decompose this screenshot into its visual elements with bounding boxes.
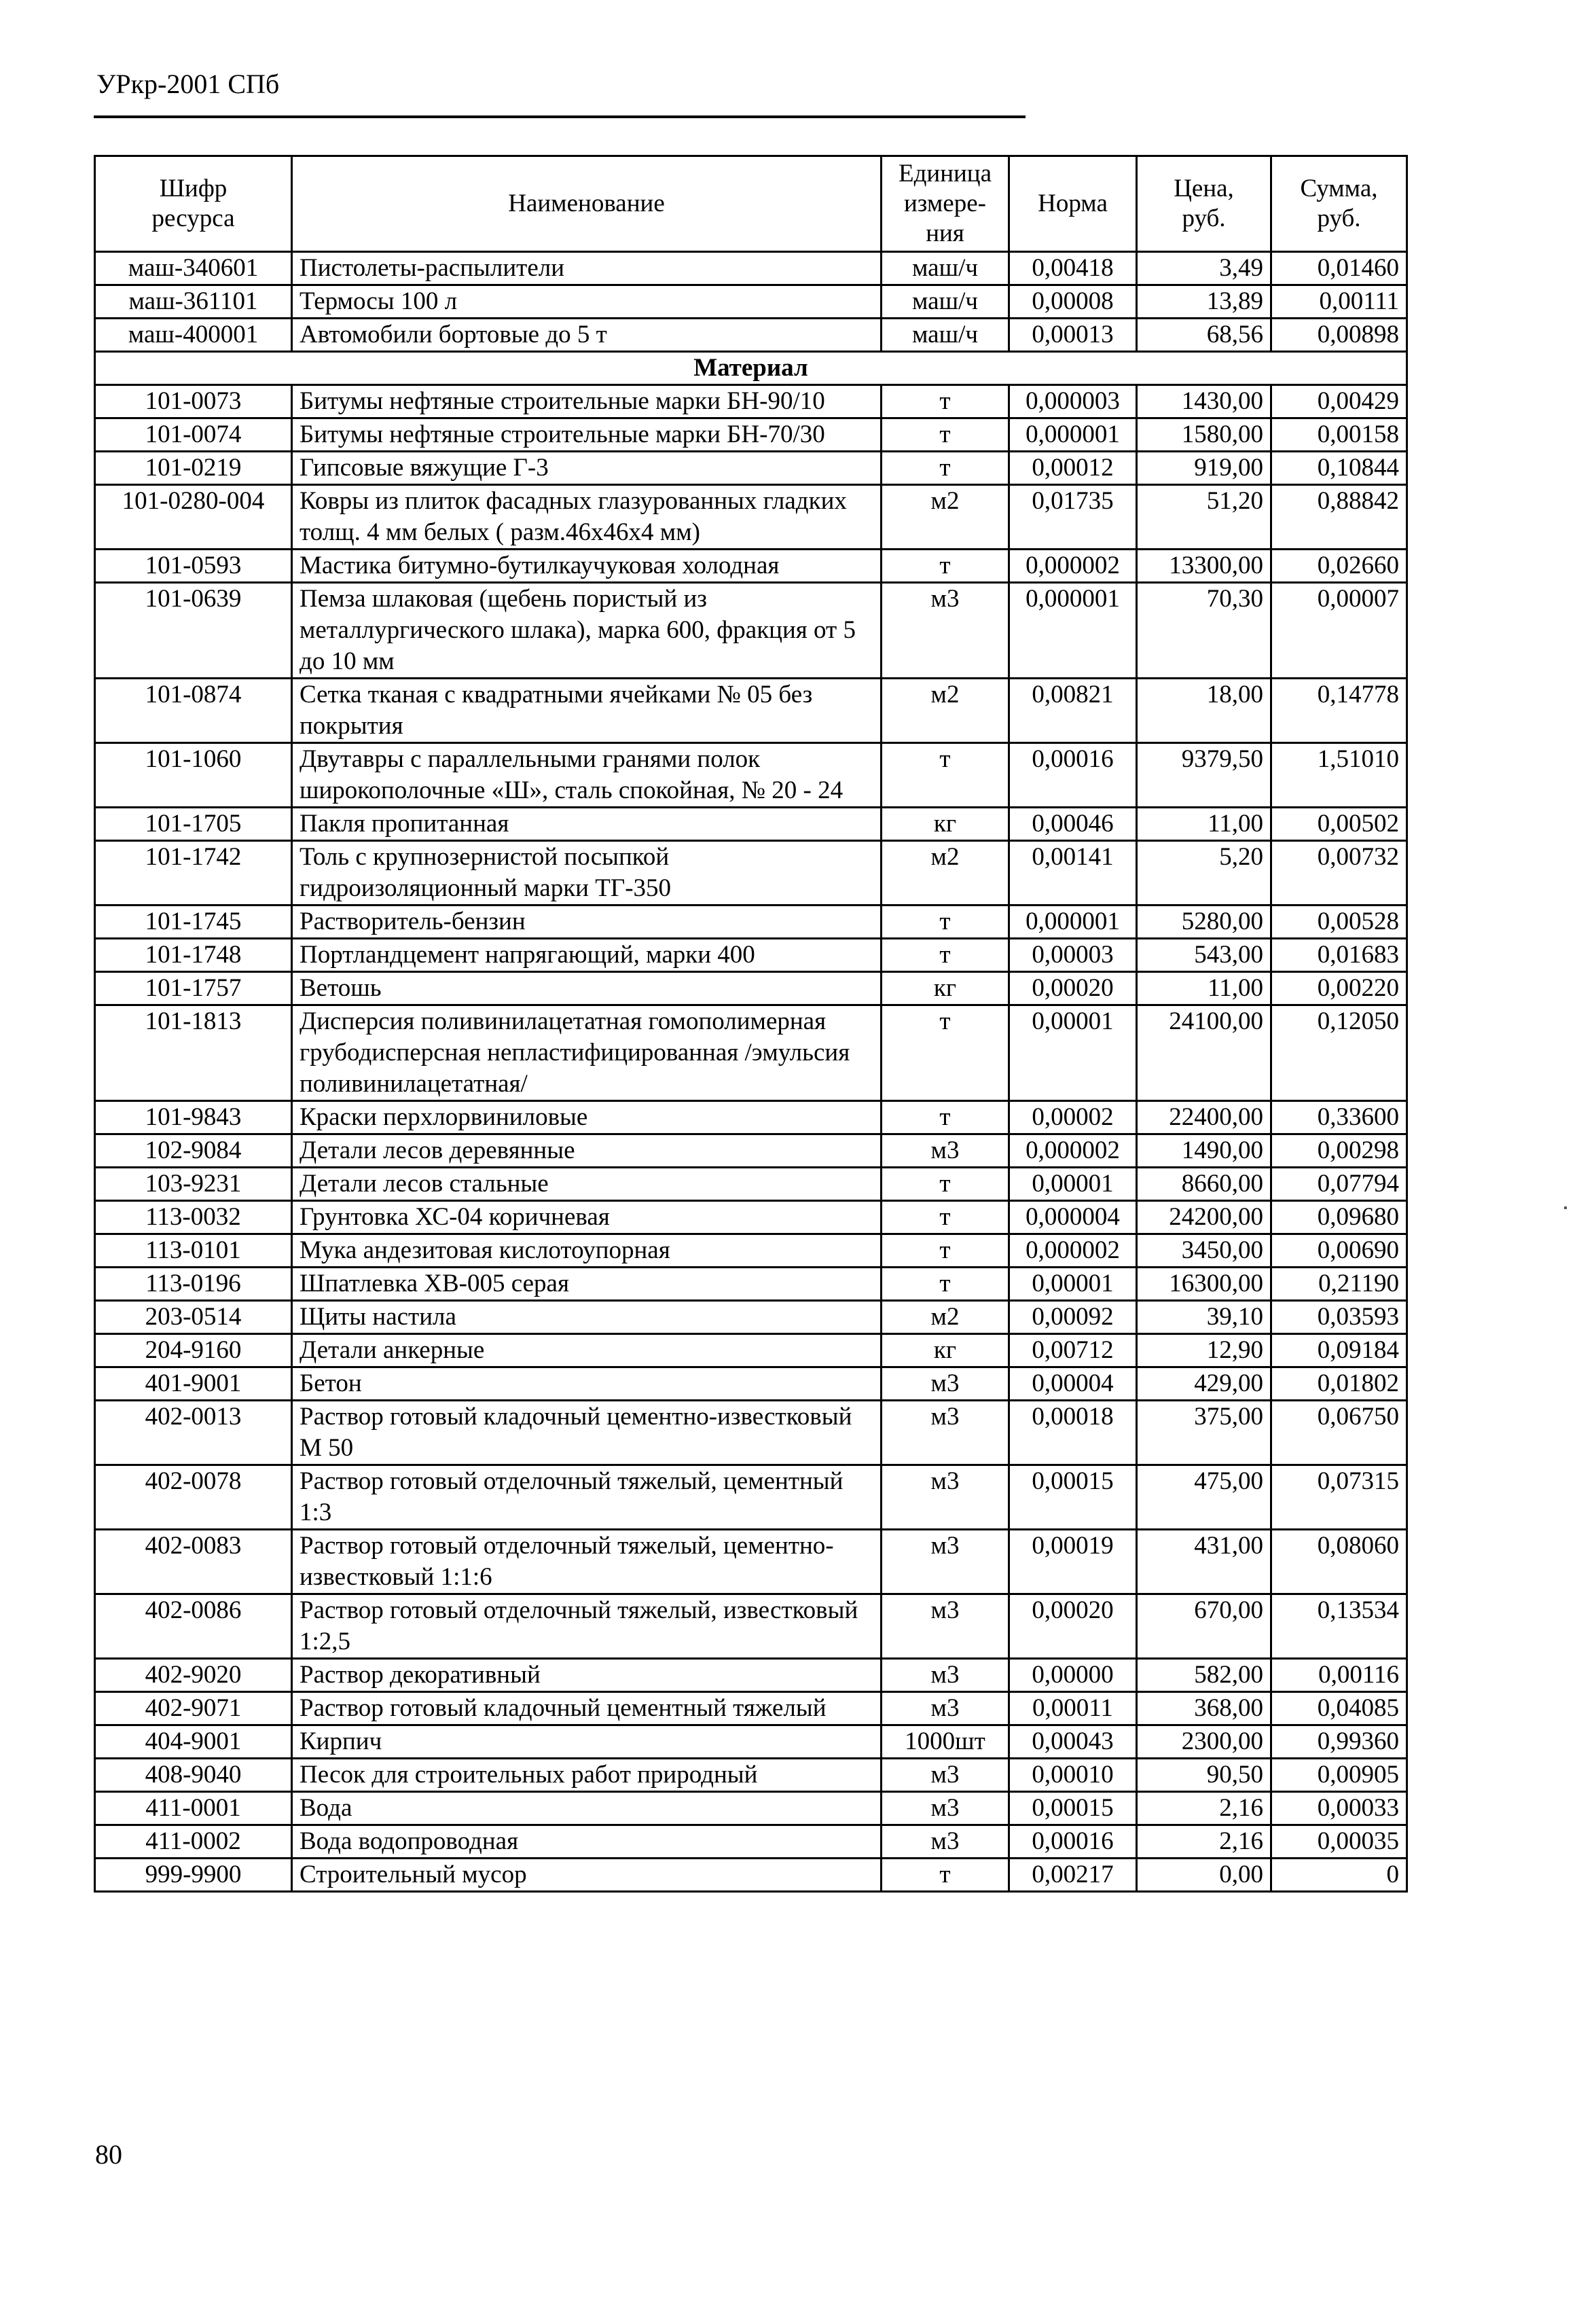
table-row [95, 1859, 1407, 1892]
cell-code: 101-0639 [95, 583, 292, 679]
cell-code: 402-9071 [95, 1692, 292, 1725]
cell-code: 113-0032 [95, 1201, 292, 1234]
cell-name: Вода водопроводная [292, 1825, 882, 1859]
cell-norm: 0,000001 [1009, 418, 1137, 452]
cell-norm: 0,00000 [1009, 1659, 1137, 1692]
cell-code: 101-0073 [95, 385, 292, 418]
cell-sum: 0,21190 [1271, 1268, 1407, 1301]
cell-code: 101-1705 [95, 808, 292, 841]
table-row [95, 252, 1407, 285]
cell-norm: 0,00008 [1009, 285, 1137, 319]
cell-code: 101-1748 [95, 939, 292, 972]
cell-sum: 0,00035 [1271, 1825, 1407, 1859]
cell-code: 103-9231 [95, 1168, 292, 1201]
resource-table [94, 155, 1408, 1893]
table-row [95, 1692, 1407, 1725]
cell-sum: 0,00502 [1271, 808, 1407, 841]
cell-name: Пемза шлаковая (щебень пористый из металлургического шлака), марка 600, фракция от 5 до 10 мм [292, 583, 882, 679]
table-row [95, 319, 1407, 352]
cell-unit: м3 [882, 1401, 1009, 1465]
cell-unit: т [882, 418, 1009, 452]
cell-price: 2300,00 [1137, 1725, 1271, 1759]
cell-sum: 0,00429 [1271, 385, 1407, 418]
cell-code: 401-9001 [95, 1367, 292, 1401]
cell-sum: 0,10844 [1271, 452, 1407, 485]
cell-name: Растворитель-бензин [292, 906, 882, 939]
cell-name: Дисперсия поливинилацетатная гомополимерная грубодисперсная непластифицированная /эмульсия поливинилацетатная/ [292, 1005, 882, 1101]
machine-rows [95, 252, 1407, 352]
cell-sum: 0,88842 [1271, 485, 1407, 550]
table-row [95, 808, 1407, 841]
cell-norm: 0,000001 [1009, 583, 1137, 679]
cell-norm: 0,00004 [1009, 1367, 1137, 1401]
table-row [95, 1792, 1407, 1825]
cell-norm: 0,00016 [1009, 1825, 1137, 1859]
cell-price: 18,00 [1137, 679, 1271, 743]
cell-code: 402-0078 [95, 1465, 292, 1530]
cell-code: маш-361101 [95, 285, 292, 319]
table-row [95, 1168, 1407, 1201]
cell-unit: м2 [882, 841, 1009, 906]
cell-norm: 0,01735 [1009, 485, 1137, 550]
table-row [95, 939, 1407, 972]
cell-sum: 0,09680 [1271, 1201, 1407, 1234]
cell-norm: 0,000002 [1009, 550, 1137, 583]
cell-unit: т [882, 1268, 1009, 1301]
table-row [95, 743, 1407, 808]
cell-price: 368,00 [1137, 1692, 1271, 1725]
cell-norm: 0,00011 [1009, 1692, 1137, 1725]
cell-price: 12,90 [1137, 1334, 1271, 1367]
cell-unit: т [882, 1234, 1009, 1268]
cell-price: 919,00 [1137, 452, 1271, 485]
cell-name: Щиты настила [292, 1301, 882, 1334]
cell-unit: т [882, 1101, 1009, 1134]
cell-code: 999-9900 [95, 1859, 292, 1892]
cell-norm: 0,00821 [1009, 679, 1137, 743]
cell-unit: т [882, 906, 1009, 939]
cell-norm: 0,00001 [1009, 1168, 1137, 1201]
cell-sum: 0,33600 [1271, 1101, 1407, 1134]
column-header-code: Шифр ресурса [95, 156, 292, 252]
cell-norm: 0,00020 [1009, 1594, 1137, 1659]
cell-unit: маш/ч [882, 285, 1009, 319]
table-header [95, 156, 1407, 252]
table-row [95, 1201, 1407, 1234]
cell-unit: м3 [882, 1825, 1009, 1859]
cell-norm: 0,000002 [1009, 1234, 1137, 1268]
table-row [95, 1659, 1407, 1692]
cell-norm: 0,00010 [1009, 1759, 1137, 1792]
cell-price: 68,56 [1137, 319, 1271, 352]
cell-code: 113-0101 [95, 1234, 292, 1268]
scan-speck [1564, 1206, 1567, 1209]
cell-unit: м2 [882, 1301, 1009, 1334]
cell-name: Раствор готовый отделочный тяжелый, известковый 1:2,5 [292, 1594, 882, 1659]
cell-name: Ветошь [292, 972, 882, 1005]
cell-unit: т [882, 939, 1009, 972]
cell-code: 101-1745 [95, 906, 292, 939]
cell-code: 411-0001 [95, 1792, 292, 1825]
cell-sum: 0,08060 [1271, 1530, 1407, 1594]
cell-code: 101-1742 [95, 841, 292, 906]
cell-name: Толь с крупнозернистой посыпкой гидроизоляционный марки ТГ-350 [292, 841, 882, 906]
cell-price: 2,16 [1137, 1792, 1271, 1825]
cell-name: Краски перхлорвиниловые [292, 1101, 882, 1134]
cell-unit: кг [882, 972, 1009, 1005]
cell-code: 402-0086 [95, 1594, 292, 1659]
cell-sum: 0,01683 [1271, 939, 1407, 972]
cell-name: Битумы нефтяные строительные марки БН-70/30 [292, 418, 882, 452]
cell-unit: м3 [882, 1692, 1009, 1725]
section-title-material: Материал [95, 352, 1407, 385]
cell-sum: 0,00007 [1271, 583, 1407, 679]
cell-sum: 0,00690 [1271, 1234, 1407, 1268]
cell-sum: 0,00732 [1271, 841, 1407, 906]
cell-price: 582,00 [1137, 1659, 1271, 1692]
cell-norm: 0,00418 [1009, 252, 1137, 285]
cell-price: 8660,00 [1137, 1168, 1271, 1201]
table-row [95, 1530, 1407, 1594]
cell-sum: 0,00528 [1271, 906, 1407, 939]
column-header-unit: Единица измере- ния [882, 156, 1009, 252]
cell-unit: маш/ч [882, 319, 1009, 352]
cell-name: Портландцемент напрягающий, марки 400 [292, 939, 882, 972]
cell-name: Шпатлевка ХВ-005 серая [292, 1268, 882, 1301]
table-row [95, 679, 1407, 743]
page-number: 80 [95, 2139, 122, 2170]
cell-code: 101-0280-004 [95, 485, 292, 550]
cell-unit: м3 [882, 1134, 1009, 1168]
cell-sum: 0,00116 [1271, 1659, 1407, 1692]
cell-name: Ковры из плиток фасадных глазурованных гладких толщ. 4 мм белых ( разм.46х46х4 мм) [292, 485, 882, 550]
cell-code: 101-0074 [95, 418, 292, 452]
cell-code: 113-0196 [95, 1268, 292, 1301]
table-row [95, 1401, 1407, 1465]
cell-norm: 0,00015 [1009, 1465, 1137, 1530]
cell-unit: кг [882, 1334, 1009, 1367]
cell-norm: 0,00217 [1009, 1859, 1137, 1892]
column-header-sum: Сумма, руб. [1271, 156, 1407, 252]
cell-sum: 0 [1271, 1859, 1407, 1892]
cell-norm: 0,00043 [1009, 1725, 1137, 1759]
cell-code: 402-9020 [95, 1659, 292, 1692]
cell-sum: 0,00298 [1271, 1134, 1407, 1168]
cell-price: 475,00 [1137, 1465, 1271, 1530]
table-row [95, 1334, 1407, 1367]
cell-norm: 0,00019 [1009, 1530, 1137, 1594]
cell-sum: 0,01460 [1271, 252, 1407, 285]
cell-sum: 0,07315 [1271, 1465, 1407, 1530]
cell-price: 375,00 [1137, 1401, 1271, 1465]
material-rows [95, 385, 1407, 1892]
table-row [95, 583, 1407, 679]
cell-name: Раствор готовый кладочный цементный тяжелый [292, 1692, 882, 1725]
cell-name: Пакля пропитанная [292, 808, 882, 841]
table-row [95, 1134, 1407, 1168]
cell-unit: м3 [882, 1659, 1009, 1692]
cell-norm: 0,000003 [1009, 385, 1137, 418]
cell-norm: 0,00015 [1009, 1792, 1137, 1825]
table-row [95, 1268, 1407, 1301]
cell-name: Раствор декоративный [292, 1659, 882, 1692]
cell-sum: 0,00033 [1271, 1792, 1407, 1825]
cell-sum: 0,99360 [1271, 1725, 1407, 1759]
cell-norm: 0,00016 [1009, 743, 1137, 808]
cell-price: 13300,00 [1137, 550, 1271, 583]
cell-unit: т [882, 1168, 1009, 1201]
cell-unit: м3 [882, 1465, 1009, 1530]
cell-norm: 0,00001 [1009, 1005, 1137, 1101]
cell-sum: 0,00905 [1271, 1759, 1407, 1792]
table-row [95, 1367, 1407, 1401]
cell-norm: 0,00001 [1009, 1268, 1137, 1301]
cell-name: Бетон [292, 1367, 882, 1401]
cell-unit: м3 [882, 583, 1009, 679]
cell-sum: 0,14778 [1271, 679, 1407, 743]
cell-sum: 0,03593 [1271, 1301, 1407, 1334]
cell-code: 203-0514 [95, 1301, 292, 1334]
cell-price: 3,49 [1137, 252, 1271, 285]
document-code-header: УРкр-2001 СПб [96, 69, 280, 99]
cell-sum: 0,00158 [1271, 418, 1407, 452]
cell-price: 1580,00 [1137, 418, 1271, 452]
section-row [95, 352, 1407, 385]
cell-sum: 0,00898 [1271, 319, 1407, 352]
cell-sum: 0,02660 [1271, 550, 1407, 583]
cell-name: Раствор готовый отделочный тяжелый, цементный 1:3 [292, 1465, 882, 1530]
cell-price: 24100,00 [1137, 1005, 1271, 1101]
cell-price: 0,00 [1137, 1859, 1271, 1892]
cell-unit: м3 [882, 1759, 1009, 1792]
cell-unit: м2 [882, 679, 1009, 743]
cell-sum: 0,06750 [1271, 1401, 1407, 1465]
cell-name: Песок для строительных работ природный [292, 1759, 882, 1792]
table-row [95, 418, 1407, 452]
table-row [95, 550, 1407, 583]
cell-norm: 0,000002 [1009, 1134, 1137, 1168]
cell-code: 402-0083 [95, 1530, 292, 1594]
table-row [95, 1725, 1407, 1759]
cell-price: 2,16 [1137, 1825, 1271, 1859]
cell-price: 1430,00 [1137, 385, 1271, 418]
cell-norm: 0,000004 [1009, 1201, 1137, 1234]
material-section [95, 352, 1407, 385]
cell-sum: 1,51010 [1271, 743, 1407, 808]
cell-code: маш-340601 [95, 252, 292, 285]
cell-code: 102-9084 [95, 1134, 292, 1168]
cell-sum: 0,00220 [1271, 972, 1407, 1005]
cell-sum: 0,13534 [1271, 1594, 1407, 1659]
cell-code: 101-0874 [95, 679, 292, 743]
cell-norm: 0,00013 [1009, 319, 1137, 352]
cell-name: Двутавры с параллельными гранями полок широкополочные «Ш», сталь спокойная, № 20 - 24 [292, 743, 882, 808]
cell-name: Раствор готовый отделочный тяжелый, цементно-известковый 1:1:6 [292, 1530, 882, 1594]
table-row [95, 1594, 1407, 1659]
cell-code: 408-9040 [95, 1759, 292, 1792]
cell-name: Грунтовка ХС-04 коричневая [292, 1201, 882, 1234]
cell-unit: т [882, 1859, 1009, 1892]
cell-norm: 0,00012 [1009, 452, 1137, 485]
cell-unit: м3 [882, 1594, 1009, 1659]
header-rule [94, 115, 1026, 118]
cell-name: Раствор готовый кладочный цементно-известковый М 50 [292, 1401, 882, 1465]
cell-code: 101-1757 [95, 972, 292, 1005]
cell-name: Мука андезитовая кислотоупорная [292, 1234, 882, 1268]
table-row [95, 1759, 1407, 1792]
cell-norm: 0,00002 [1009, 1101, 1137, 1134]
cell-norm: 0,000001 [1009, 906, 1137, 939]
table-row [95, 1465, 1407, 1530]
column-header-name: Наименование [292, 156, 882, 252]
cell-price: 51,20 [1137, 485, 1271, 550]
table-row [95, 1301, 1407, 1334]
cell-norm: 0,00003 [1009, 939, 1137, 972]
cell-sum: 0,04085 [1271, 1692, 1407, 1725]
cell-code: 404-9001 [95, 1725, 292, 1759]
cell-norm: 0,00141 [1009, 841, 1137, 906]
table-row [95, 841, 1407, 906]
cell-code: маш-400001 [95, 319, 292, 352]
cell-price: 11,00 [1137, 808, 1271, 841]
cell-sum: 0,01802 [1271, 1367, 1407, 1401]
table-row [95, 485, 1407, 550]
cell-code: 101-0593 [95, 550, 292, 583]
cell-price: 1490,00 [1137, 1134, 1271, 1168]
cell-unit: м3 [882, 1367, 1009, 1401]
cell-price: 24200,00 [1137, 1201, 1271, 1234]
cell-sum: 0,09184 [1271, 1334, 1407, 1367]
cell-code: 101-0219 [95, 452, 292, 485]
cell-norm: 0,00046 [1009, 808, 1137, 841]
column-header-norm: Норма [1009, 156, 1137, 252]
table-row [95, 1825, 1407, 1859]
cell-name: Кирпич [292, 1725, 882, 1759]
cell-name: Детали анкерные [292, 1334, 882, 1367]
column-header-price: Цена, руб. [1137, 156, 1271, 252]
cell-code: 101-1060 [95, 743, 292, 808]
cell-norm: 0,00712 [1009, 1334, 1137, 1367]
cell-code: 101-1813 [95, 1005, 292, 1101]
table-row [95, 452, 1407, 485]
cell-norm: 0,00018 [1009, 1401, 1137, 1465]
cell-unit: кг [882, 808, 1009, 841]
cell-name: Пистолеты-распылители [292, 252, 882, 285]
cell-norm: 0,00092 [1009, 1301, 1137, 1334]
cell-unit: м3 [882, 1792, 1009, 1825]
header-row [95, 156, 1407, 252]
table-row [95, 1005, 1407, 1101]
cell-sum: 0,07794 [1271, 1168, 1407, 1201]
cell-price: 5280,00 [1137, 906, 1271, 939]
cell-name: Детали лесов деревянные [292, 1134, 882, 1168]
cell-price: 11,00 [1137, 972, 1271, 1005]
table-row [95, 385, 1407, 418]
table-row [95, 906, 1407, 939]
cell-name: Вода [292, 1792, 882, 1825]
cell-name: Строительный мусор [292, 1859, 882, 1892]
cell-name: Автомобили бортовые до 5 т [292, 319, 882, 352]
cell-code: 101-9843 [95, 1101, 292, 1134]
cell-name: Термосы 100 л [292, 285, 882, 319]
cell-code: 204-9160 [95, 1334, 292, 1367]
cell-unit: т [882, 385, 1009, 418]
cell-price: 670,00 [1137, 1594, 1271, 1659]
cell-price: 429,00 [1137, 1367, 1271, 1401]
cell-name: Мастика битумно-бутилкаучуковая холодная [292, 550, 882, 583]
cell-sum: 0,12050 [1271, 1005, 1407, 1101]
cell-price: 543,00 [1137, 939, 1271, 972]
cell-name: Сетка тканая с квадратными ячейками № 05 без покрытия [292, 679, 882, 743]
cell-code: 402-0013 [95, 1401, 292, 1465]
cell-code: 411-0002 [95, 1825, 292, 1859]
table-row [95, 972, 1407, 1005]
cell-unit: т [882, 550, 1009, 583]
cell-unit: 1000шт [882, 1725, 1009, 1759]
cell-price: 16300,00 [1137, 1268, 1271, 1301]
cell-price: 70,30 [1137, 583, 1271, 679]
cell-unit: т [882, 743, 1009, 808]
cell-unit: т [882, 452, 1009, 485]
cell-unit: т [882, 1005, 1009, 1101]
cell-price: 3450,00 [1137, 1234, 1271, 1268]
cell-price: 5,20 [1137, 841, 1271, 906]
cell-sum: 0,00111 [1271, 285, 1407, 319]
cell-unit: маш/ч [882, 252, 1009, 285]
cell-price: 9379,50 [1137, 743, 1271, 808]
cell-name: Битумы нефтяные строительные марки БН-90/10 [292, 385, 882, 418]
table-row [95, 285, 1407, 319]
cell-unit: м2 [882, 485, 1009, 550]
cell-norm: 0,00020 [1009, 972, 1137, 1005]
cell-unit: т [882, 1201, 1009, 1234]
cell-price: 22400,00 [1137, 1101, 1271, 1134]
cell-unit: м3 [882, 1530, 1009, 1594]
cell-name: Детали лесов стальные [292, 1168, 882, 1201]
cell-price: 39,10 [1137, 1301, 1271, 1334]
table-row [95, 1234, 1407, 1268]
cell-price: 431,00 [1137, 1530, 1271, 1594]
table-row [95, 1101, 1407, 1134]
cell-name: Гипсовые вяжущие Г-3 [292, 452, 882, 485]
cell-price: 13,89 [1137, 285, 1271, 319]
cell-price: 90,50 [1137, 1759, 1271, 1792]
